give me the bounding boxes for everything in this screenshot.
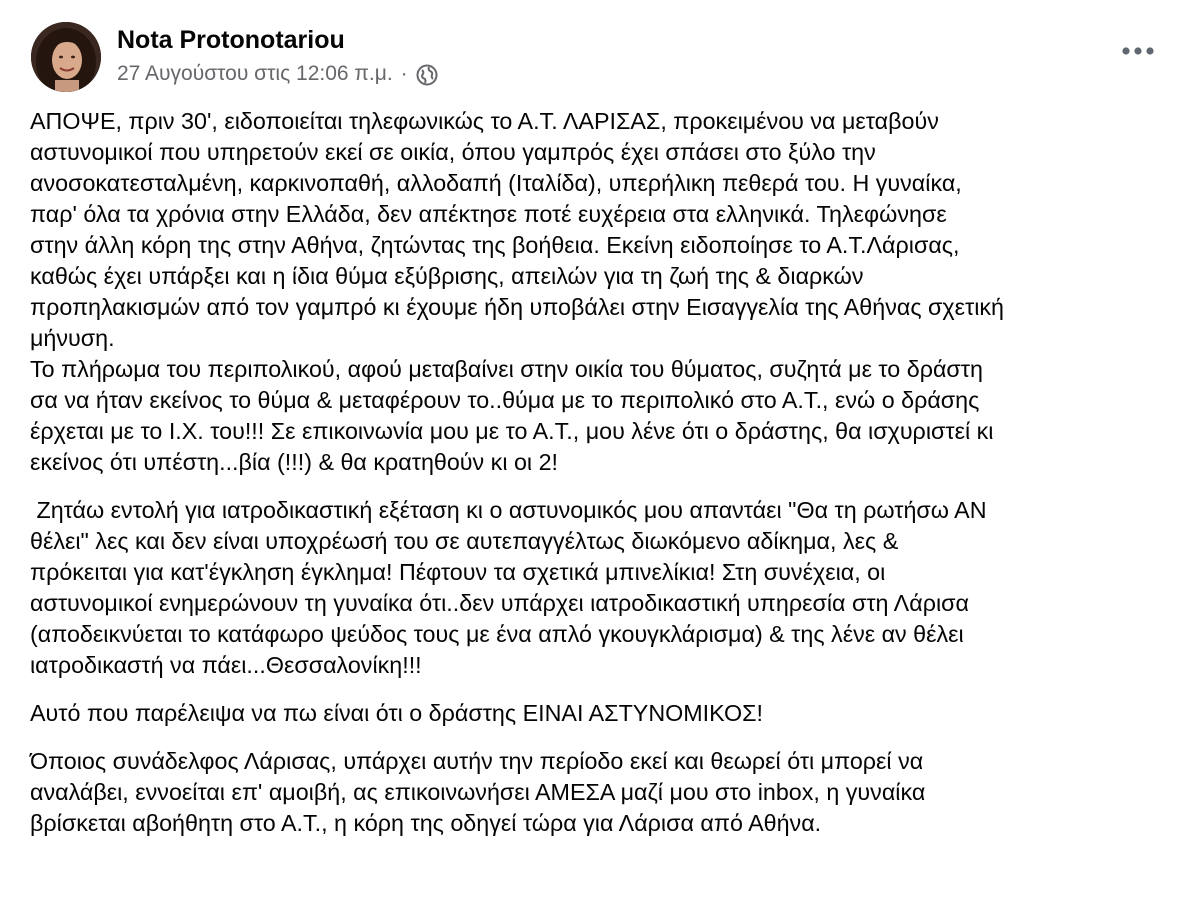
avatar[interactable] xyxy=(31,22,101,92)
post-paragraph xyxy=(30,495,1180,681)
post-text-line: έρχεται με το Ι.Χ. του!!! Σε επικοινωνία μου με το Α.Τ., μου λένε ότι ο δράστης, θα ισχυριστεί κι xyxy=(30,418,994,444)
more-options-icon xyxy=(1121,46,1155,56)
post-text-line: ιατροδικαστή να πάει...Θεσσαλονίκη!!! xyxy=(30,652,422,678)
globe-icon[interactable] xyxy=(416,64,438,86)
post-text-line: στην άλλη κόρη της στην Αθήνα, ζητώντας της βοήθεια. Εκείνη ειδοποίησε το Α.Τ.Λάρισας, xyxy=(30,232,960,258)
post-text-line: ανοσοκατεσταλμένη, καρκινοπαθή, αλλοδαπή (Ιταλίδα), υπερήλικη πεθερά του. Η γυναίκα, xyxy=(30,170,962,196)
author-name[interactable]: Nota Protonotariou xyxy=(117,26,345,54)
post-paragraph xyxy=(30,746,1180,839)
post-text-line: Όποιος συνάδελφος Λάρισας, υπάρχει αυτήν την περίοδο εκεί και θεωρεί ότι μπορεί να xyxy=(30,748,924,774)
post-text-line: μήνυση. xyxy=(30,325,115,351)
post-text-line: εκείνος ότι υπέστη...βία (!!!) & θα κρατηθούν κι οι 2! xyxy=(30,449,559,475)
post-meta xyxy=(117,60,438,88)
post-body xyxy=(30,106,1180,856)
post-text-line: πρόκειται για κατ'έγκληση έγκλημα! Πέφτουν τα σχετικά μπινελίκια! Στη συνέχεια, οι xyxy=(30,559,886,585)
post-text-line: Το πλήρωμα του περιπολικού, αφού μεταβαίνει στην οικία του θύματος, συζητά με το δράστη xyxy=(30,356,983,382)
post-paragraph xyxy=(30,698,1180,729)
post-text-line: προπηλακισμών από τον γαμπρό κι έχουμε ήδη υποβάλει στην Εισαγγελία της Αθήνας σχετική xyxy=(30,294,1004,320)
post-timestamp[interactable]: 27 Αυγούστου στις 12:06 π.μ. xyxy=(117,62,393,85)
post-text-line: αστυνομικοί ενημερώνουν τη γυναίκα ότι..δεν υπάρχει ιατροδικαστική υπηρεσία στη Λάρισα xyxy=(30,590,969,616)
post-text-line: Αυτό που παρέλειψα να πω είναι ότι ο δράστης ΕΙΝΑΙ ΑΣΤΥΝΟΜΙΚΟΣ! xyxy=(30,700,763,726)
post-text-line: καθώς έχει υπάρξει και η ίδια θύμα εξύβρισης, απειλών για τη ζωή της & διαρκών xyxy=(30,263,864,289)
more-options-button[interactable] xyxy=(1116,36,1160,66)
post-paragraph xyxy=(30,354,1180,478)
post-text-line: βρίσκεται αβοήθητη στο Α.Τ., η κόρη της οδηγεί τώρα για Λάρισα από Αθήνα. xyxy=(30,810,822,836)
avatar-image xyxy=(31,22,101,92)
post-paragraph xyxy=(30,106,1180,354)
post-text-line: (αποδεικνύεται το κατάφωρο ψεύδος τους με ένα απλό γκουγκλάρισμα) & της λένε αν θέλει xyxy=(30,621,964,647)
post-text-line: αστυνομικοί που υπηρετούν εκεί σε οικία, όπου γαμπρός έχει σπάσει στο ξύλο την xyxy=(30,139,876,165)
post-text-line: Ζητάω εντολή για ιατροδικαστική εξέταση κι ο αστυνομικός μου απαντάει "Θα τη ρωτήσω ΑΝ xyxy=(30,497,987,523)
post-text-line: σα να ήταν εκείνος το θύμα & μεταφέρουν το..θύμα με το περιπολικό στο Α.Τ., ενώ ο δράσης xyxy=(30,387,980,413)
post-header xyxy=(0,0,1200,110)
post-text-line: παρ' όλα τα χρόνια στην Ελλάδα, δεν απέκτησε ποτέ ευχέρεια στα ελληνικά. Τηλεφώνησε xyxy=(30,201,947,227)
post-text-line: θέλει" λες και δεν είναι υποχρέωσή του σε αυτεπαγγέλτως διωκόμενο αδίκημα, λες & xyxy=(30,528,899,554)
post-text-line: ΑΠΟΨΕ, πριν 30', ειδοποιείται τηλεφωνικώς το Α.Τ. ΛΑΡΙΣΑΣ, προκειμένου να μεταβούν xyxy=(30,108,939,134)
post-text-line: αναλάβει, εννοείται επ' αμοιβή, ας επικοινωνήσει ΑΜΕΣΑ μαζί μου στο inbox, η γυναίκα xyxy=(30,779,926,805)
meta-separator: · xyxy=(400,62,408,85)
